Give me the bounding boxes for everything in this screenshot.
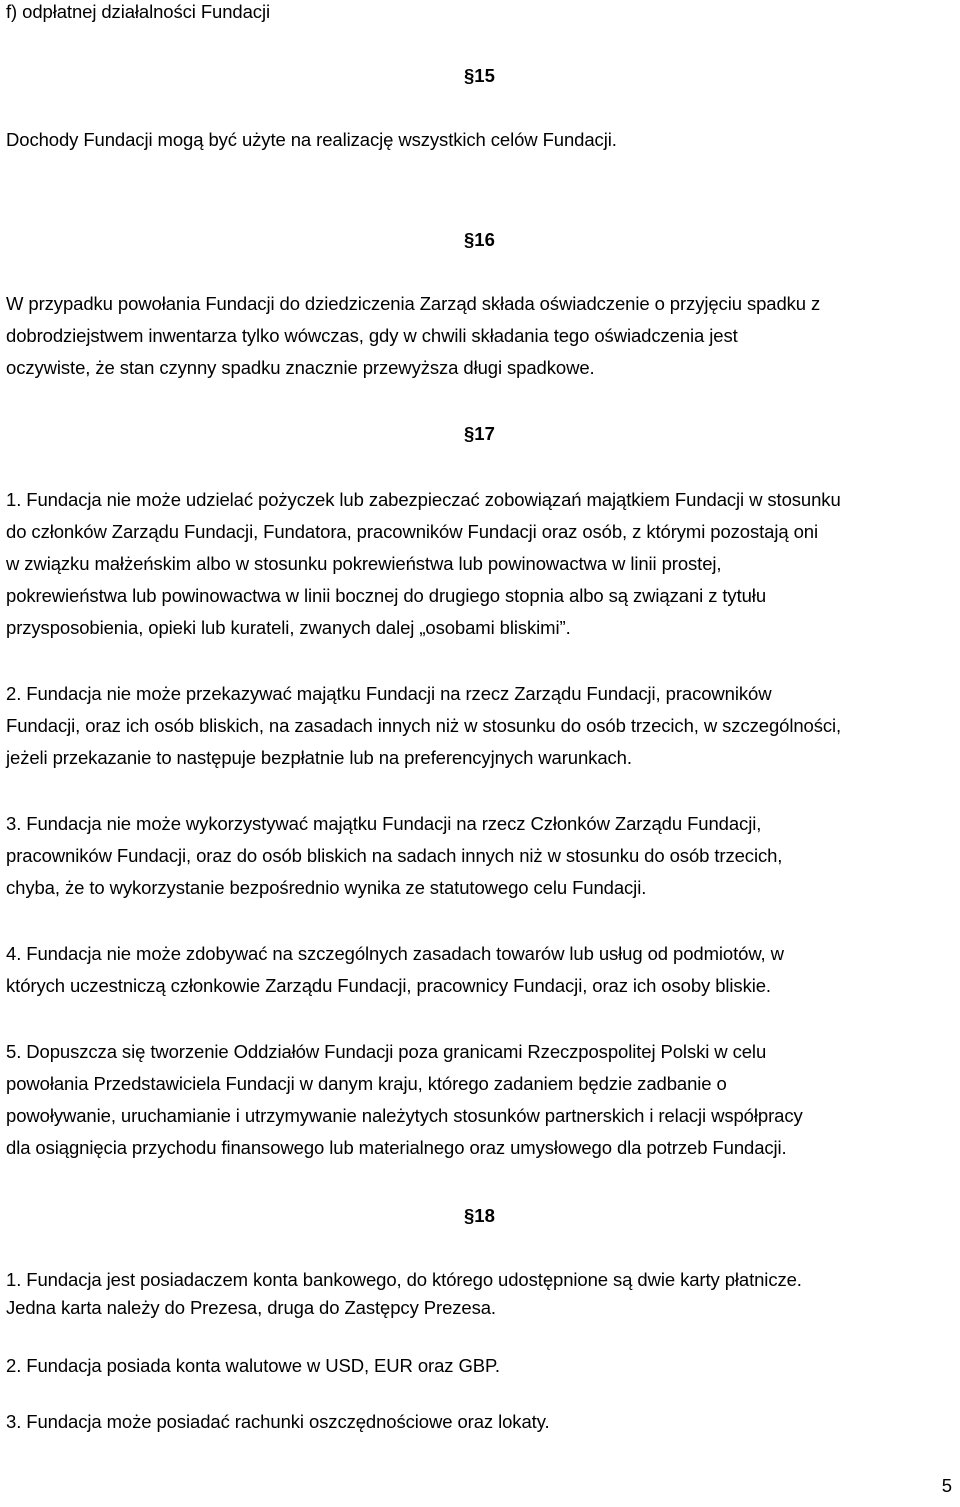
paragraph-line: dobrodziejstwem inwentarza tylko wówczas, gdy w chwili składania tego oświadczenia jest [6, 325, 738, 346]
paragraph-line: jeżeli przekazanie to następuje bezpłatnie lub na preferencyjnych warunkach. [6, 747, 632, 768]
page-number: 5 [941, 1475, 952, 1496]
paragraph-line: przysposobienia, opieki lub kurateli, zwanych dalej „osobami bliskimi”. [6, 617, 571, 638]
paragraph-line: pokrewieństwa lub powinowactwa w linii bocznej do drugiego stopnia albo są związani z tytułu [6, 585, 767, 606]
paragraph-line: Fundacji, oraz ich osób bliskich, na zasadach innych niż w stosunku do osób trzecich, w szczególności, [6, 715, 842, 736]
paragraph-line: pracowników Fundacji, oraz do osób bliskich na sadach innych niż w stosunku do osób trzecich, [6, 845, 783, 866]
paragraph-line: których uczestniczą członkowie Zarządu Fundacji, pracownicy Fundacji, oraz ich osoby bliskie. [6, 975, 771, 996]
section-heading-16: §16 [464, 229, 495, 250]
paragraph-line: w związku małżeńskim albo w stosunku pokrewieństwa lub powinowactwa w linii prostej, [6, 553, 722, 574]
paragraph-line: Dochody Fundacji mogą być użyte na realizację wszystkich celów Fundacji. [6, 129, 617, 150]
paragraph-line: 2. Fundacja nie może przekazywać majątku Fundacji na rzecz Zarządu Fundacji, pracowników [6, 683, 772, 704]
paragraph-line: dla osiągnięcia przychodu finansowego lub materialnego oraz umysłowego dla potrzeb Fundacji. [6, 1137, 787, 1158]
section-heading-18: §18 [464, 1205, 495, 1226]
intro-line: f) odpłatnej działalności Fundacji [6, 1, 270, 22]
paragraph-line: 3. Fundacja nie może wykorzystywać majątku Fundacji na rzecz Członków Zarządu Fundacji, [6, 813, 762, 834]
paragraph-line: 2. Fundacja posiada konta walutowe w USD, EUR oraz GBP. [6, 1355, 500, 1376]
paragraph-line: W przypadku powołania Fundacji do dziedziczenia Zarząd składa oświadczenie o przyjęciu spadku z [6, 293, 821, 314]
paragraph-line: powoływanie, uruchamianie i utrzymywanie należytych stosunków partnerskich i relacji współpracy [6, 1105, 803, 1126]
paragraph-line: Jedna karta należy do Prezesa, druga do Zastępcy Prezesa. [6, 1297, 496, 1318]
paragraph-line: 3. Fundacja może posiadać rachunki oszczędnościowe oraz lokaty. [6, 1411, 550, 1432]
paragraph-line: powołania Przedstawiciela Fundacji w danym kraju, którego zadaniem będzie zadbanie o [6, 1073, 727, 1094]
paragraph-line: 4. Fundacja nie może zdobywać na szczególnych zasadach towarów lub usług od podmiotów, w [6, 943, 784, 964]
paragraph-line: 1. Fundacja jest posiadaczem konta bankowego, do którego udostępnione są dwie karty płatnicze. [6, 1269, 802, 1290]
section-heading-15: §15 [464, 65, 495, 86]
paragraph-line: 1. Fundacja nie może udzielać pożyczek lub zabezpieczać zobowiązań majątkiem Fundacji w stosunku [6, 489, 841, 510]
paragraph-line: 5. Dopuszcza się tworzenie Oddziałów Fundacji poza granicami Rzeczpospolitej Polski w celu [6, 1041, 767, 1062]
paragraph-line: oczywiste, że stan czynny spadku znacznie przewyższa długi spadkowe. [6, 357, 595, 378]
paragraph-line: chyba, że to wykorzystanie bezpośrednio wynika ze statutowego celu Fundacji. [6, 877, 647, 898]
paragraph-line: do członków Zarządu Fundacji, Fundatora, pracowników Fundacji oraz osób, z którymi pozostają oni [6, 521, 818, 542]
section-heading-17: §17 [464, 423, 495, 444]
